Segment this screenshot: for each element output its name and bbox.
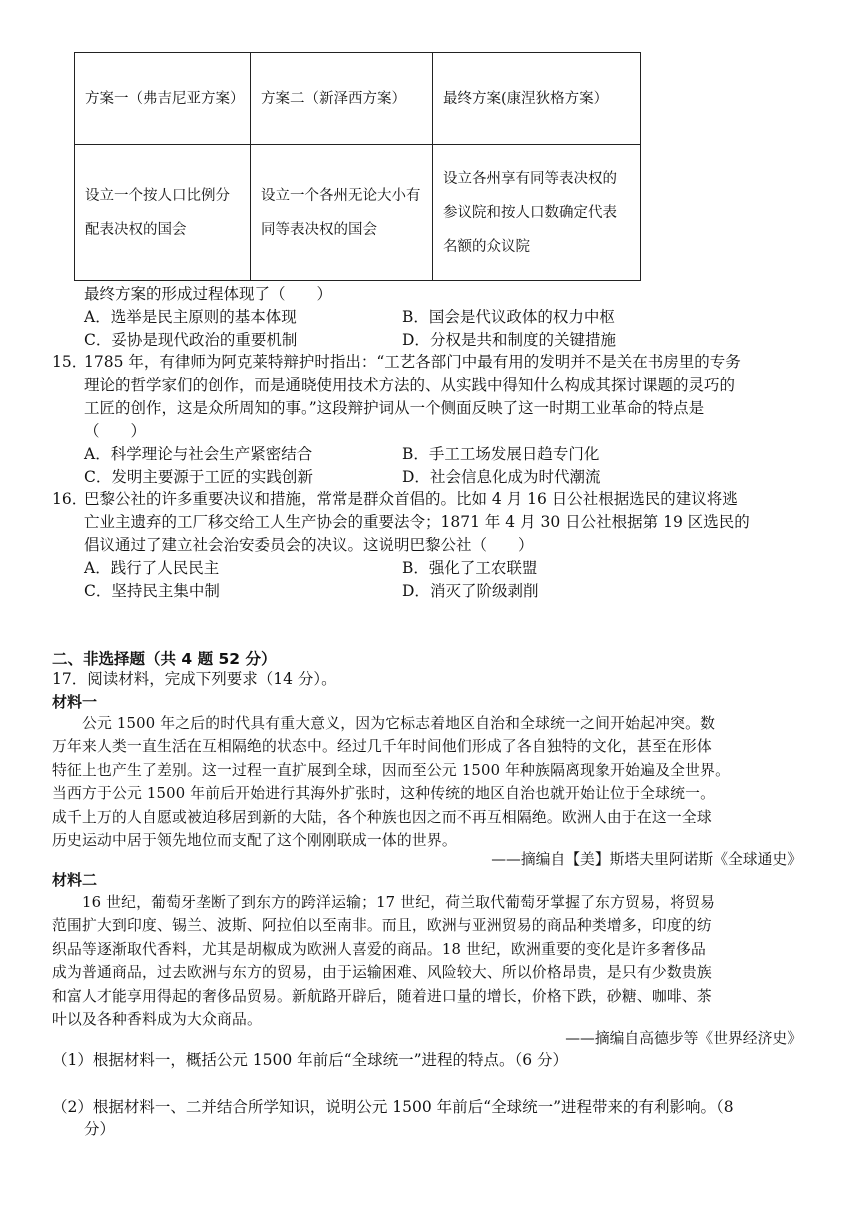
material-two-text bbox=[52, 891, 812, 1031]
q15-option-d[interactable] bbox=[402, 466, 600, 488]
plan-comparison-table bbox=[74, 52, 641, 281]
q15-number: 15． bbox=[52, 353, 88, 371]
table-body-row bbox=[75, 145, 641, 281]
option-label: B． bbox=[402, 559, 429, 577]
table-header-cell: 方案一（弗吉尼亚方案） bbox=[75, 53, 251, 145]
material-one-source: ——摘编自【美】斯塔夫里阿诺斯《全球通史》 bbox=[491, 851, 802, 868]
q16-option-b[interactable] bbox=[402, 557, 537, 579]
material-two-label: 材料二 bbox=[52, 871, 98, 889]
option-text: 消灭了阶级剥削 bbox=[429, 582, 539, 600]
sub-question-1: （1）根据材料一，概括公元 1500 年前后“全球统一”进程的特点。（6 分） bbox=[52, 1051, 569, 1069]
option-text: 妥协是现代政治的重要机制 bbox=[111, 331, 298, 349]
option-label: B． bbox=[402, 308, 429, 326]
option-text: 科学理论与社会生产紧密结合 bbox=[110, 445, 313, 463]
material-one-text bbox=[52, 712, 812, 852]
material-line: 叶以及各种香料成为大众商品。 bbox=[52, 1011, 262, 1029]
table-cell: 设立一个按人口比例分配表决权的国会 bbox=[75, 145, 251, 281]
material-line: 范围扩大到印度、锡兰、波斯、阿拉伯以至南非。而且，欧洲与亚洲贸易的商品种类增多，印度的纺 bbox=[52, 917, 712, 935]
option-text: 选举是民主原则的基本体现 bbox=[110, 308, 297, 326]
sub-question-2-cont: 分） bbox=[84, 1120, 116, 1138]
q15-line: （ ） bbox=[84, 422, 147, 440]
option-text: 践行了人民民主 bbox=[110, 559, 220, 577]
option-text: 手工工场发展日趋专门化 bbox=[428, 445, 600, 463]
q14-option-b[interactable] bbox=[402, 306, 615, 328]
q17-intro: 17．阅读材料，完成下列要求（14 分）。 bbox=[52, 670, 337, 688]
option-text: 分权是共和制度的关键措施 bbox=[429, 331, 616, 349]
material-line: 成为普通商品，过去欧洲与东方的贸易，由于运输困难、风险较大、所以价格昂贵，是只有少数贵族 bbox=[52, 964, 712, 982]
sub-question-2: （2）根据材料一、二并结合所学知识，说明公元 1500 年前后“全球统一”进程带来的有利影响。（8 bbox=[52, 1098, 734, 1116]
option-label: D． bbox=[402, 468, 430, 486]
q16-number: 16． bbox=[52, 490, 88, 508]
q16-line: 巴黎公社的许多重要决议和措施，常常是群众首倡的。比如 4 月 16 日公社根据选民的建议将逃 bbox=[84, 490, 738, 508]
material-line: 当西方于公元 1500 年前后开始进行其海外扩张时，这种传统的地区自治也就开始让位于全球统一。 bbox=[52, 785, 716, 803]
material-line: 特征上也产生了差别。这一过程一直扩展到全球，因而至公元 1500 年种族隔离现象开始遍及全世界。 bbox=[52, 761, 731, 779]
option-label: A． bbox=[84, 559, 111, 577]
table-header-cell: 方案二（新泽西方案） bbox=[251, 53, 433, 145]
q16-option-c[interactable] bbox=[84, 580, 220, 602]
q15-option-b[interactable] bbox=[402, 443, 599, 465]
q14-option-c[interactable] bbox=[84, 329, 297, 351]
q14-stem: 最终方案的形成过程体现了（ ） bbox=[84, 285, 333, 303]
option-text: 强化了工农联盟 bbox=[428, 559, 538, 577]
option-label: A． bbox=[84, 445, 111, 463]
option-label: C． bbox=[84, 331, 112, 349]
q16-line: 倡议通过了建立社会治安委员会的决议。这说明巴黎公社（ ） bbox=[84, 536, 534, 554]
material-two-source: ——摘编自高德步等《世界经济史》 bbox=[565, 1030, 802, 1047]
option-label: B． bbox=[402, 445, 429, 463]
option-label: C． bbox=[84, 582, 112, 600]
table-header-cell: 最终方案(康涅狄格方案） bbox=[433, 53, 641, 145]
option-label: D． bbox=[402, 582, 430, 600]
q15-line: 工匠的创作，这是众所周知的事。”这段辩护词从一个侧面反映了这一时期工业革命的特点是 bbox=[84, 399, 705, 417]
q14-option-d[interactable] bbox=[402, 329, 616, 351]
option-label: A． bbox=[84, 308, 111, 326]
option-text: 发明主要源于工匠的实践创新 bbox=[111, 468, 313, 486]
q16-option-d[interactable] bbox=[402, 580, 538, 602]
material-line: 万年来人类一直生活在互相隔绝的状态中。经过几千年时间他们形成了各自独特的文化，甚至在形体 bbox=[52, 738, 712, 756]
option-label: D． bbox=[402, 331, 430, 349]
section-heading: 二、非选择题（共 4 题 52 分） bbox=[52, 650, 277, 668]
option-text: 坚持民主集中制 bbox=[111, 582, 220, 600]
q16-option-a[interactable] bbox=[84, 557, 219, 579]
q15-option-c[interactable] bbox=[84, 466, 313, 488]
material-line: 和富人才能享用得起的奢侈品贸易。新航路开辟后，随着进口量的增长，价格下跌，砂糖、咖啡、茶 bbox=[52, 987, 712, 1005]
material-one-label: 材料一 bbox=[52, 693, 98, 711]
table-header-row bbox=[75, 53, 641, 145]
q14-option-a[interactable] bbox=[84, 306, 297, 328]
material-line: 公元 1500 年之后的时代具有重大意义，因为它标志着地区自治和全球统一之间开始起冲突。数 bbox=[52, 715, 716, 732]
material-line: 成千上万的人自愿或被迫移居到新的大陆，各个种族也因之而不再互相隔绝。欧洲人由于在这一全球 bbox=[52, 808, 712, 826]
q15-line: 理论的哲学家们的创作，而是通晓使用技术方法的、从实践中得知什么构成其探讨课题的灵巧的 bbox=[84, 376, 736, 394]
q15-line: 1785 年，有律师为阿克莱特辩护时指出：“工艺各部门中最有用的发明并不是关在书房里的专务 bbox=[84, 353, 741, 371]
material-line: 16 世纪，葡萄牙垄断了到东方的跨洋运输；17 世纪，荷兰取代葡萄牙掌握了东方贸易，将贸易 bbox=[52, 894, 716, 911]
material-line: 历史运动中居于领先地位而支配了这个刚刚联成一体的世界。 bbox=[52, 832, 457, 850]
option-text: 国会是代议政体的权力中枢 bbox=[428, 308, 615, 326]
table-cell: 设立各州享有同等表决权的参议院和按人口数确定代表名额的众议院 bbox=[433, 145, 641, 281]
table-cell: 设立一个各州无论大小有同等表决权的国会 bbox=[251, 145, 433, 281]
q15-option-a[interactable] bbox=[84, 443, 312, 465]
option-text: 社会信息化成为时代潮流 bbox=[429, 468, 601, 486]
option-label: C． bbox=[84, 468, 112, 486]
q16-line: 亡业主遗弃的工厂移交给工人生产协会的重要法令；1871 年 4 月 30 日公社根据第 19 区选民的 bbox=[84, 513, 750, 531]
material-line: 织品等逐渐取代香料，尤其是胡椒成为欧洲人喜爱的商品。18 世纪，欧洲重要的变化是许多奢侈品 bbox=[52, 940, 707, 958]
